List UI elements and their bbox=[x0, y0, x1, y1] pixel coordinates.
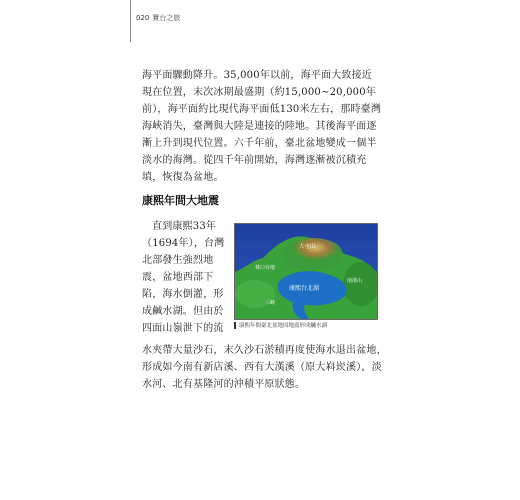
paragraph-conclusion: 水夾帶大量沙石，末久沙石淤積再度使海水退出盆地，形成如今南有新店溪、西有大漢溪（原大嵙崁溪），淡水河、北有基隆河的沖積平原狀態。 bbox=[142, 345, 387, 390]
paragraph-earthquake bbox=[142, 218, 225, 337]
terrain-map bbox=[235, 224, 377, 319]
page-number: 020 bbox=[136, 14, 150, 22]
label-sanxia: 三峽 bbox=[265, 300, 276, 306]
caption-marker bbox=[234, 322, 236, 329]
running-header bbox=[136, 13, 180, 23]
label-datun: 大屯山 bbox=[299, 244, 316, 250]
paragraph-intro: 海平面驟動降升。35,000年以前，海平面大致接近現在位置，末次冰期最盛期（約15,000~20,000年前），海平面約比現代海平面低130米左右，那時臺灣海峽消失，臺灣與大陸是連接的陸地。其後海平面逐漸上升到現代位置。六千年前，臺北盆地變成一個半淡水的海灣。從四千年前開始，海灣逐漸被沉積充填，恢復為盆地。 bbox=[142, 70, 382, 183]
map-figure bbox=[234, 223, 378, 320]
paragraph-earthquake-text: 直到康熙33年（1694年），台灣北部發生強烈地震，盆地西部下陷，海水倒灌，形成鹹水湖。但由於四面山嶺泄下的流 bbox=[142, 221, 225, 334]
label-linkou: 林口台地 bbox=[255, 265, 276, 271]
caption-text: 康熙年間臺北盆地因地震形成鹹水湖 bbox=[239, 323, 328, 329]
map-caption bbox=[234, 321, 384, 329]
header-rule bbox=[130, 0, 131, 42]
label-lake: 康熙台北湖 bbox=[289, 285, 320, 292]
section-title: 康熙年間大地震 bbox=[142, 194, 219, 207]
book-title: 寶台之旅 bbox=[152, 14, 181, 22]
label-mountain-east: 南港山 bbox=[347, 278, 363, 284]
